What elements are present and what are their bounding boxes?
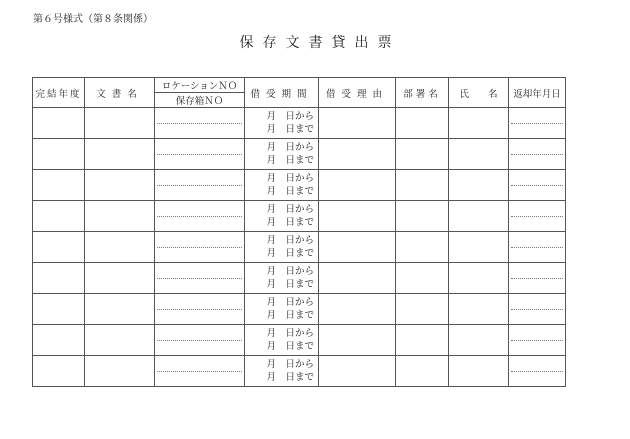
department-cell[interactable] — [396, 294, 449, 325]
department-cell[interactable] — [396, 108, 449, 139]
header-department: 部署名 — [396, 78, 449, 108]
return-date-cell[interactable] — [509, 263, 566, 294]
loan-period-cell[interactable] — [245, 325, 319, 356]
loan-period-cell[interactable] — [245, 170, 319, 201]
period-from: 月 日から — [266, 328, 314, 339]
dotted-divider — [157, 154, 242, 155]
return-date-cell[interactable] — [509, 232, 566, 263]
period-to: 月 日まで — [266, 186, 314, 197]
table-row — [33, 170, 566, 201]
loan-reason-cell[interactable] — [319, 232, 396, 263]
header-completion-year: 完結年度 — [33, 78, 85, 108]
period-from: 月 日から — [266, 111, 314, 122]
department-cell[interactable] — [396, 263, 449, 294]
period-to: 月 日まで — [266, 310, 314, 321]
header-return-date: 返却年月日 — [509, 78, 566, 108]
dotted-divider — [511, 309, 563, 310]
location-cell[interactable] — [155, 356, 245, 387]
completion-year-cell[interactable] — [33, 294, 85, 325]
completion-year-cell[interactable] — [33, 232, 85, 263]
period-from: 月 日から — [266, 297, 314, 308]
name-cell[interactable] — [449, 139, 509, 170]
return-date-cell[interactable] — [509, 201, 566, 232]
document-name-cell[interactable] — [85, 201, 155, 232]
document-name-cell[interactable] — [85, 232, 155, 263]
name-cell[interactable] — [449, 294, 509, 325]
loan-period-cell[interactable] — [245, 263, 319, 294]
return-date-cell[interactable] — [509, 325, 566, 356]
loan-reason-cell[interactable] — [319, 201, 396, 232]
document-name-cell[interactable] — [85, 356, 155, 387]
dotted-divider — [511, 216, 563, 217]
loan-reason-cell[interactable] — [319, 170, 396, 201]
period-from: 月 日から — [266, 142, 314, 153]
dotted-divider — [157, 123, 242, 124]
table-row — [33, 263, 566, 294]
loan-reason-cell[interactable] — [319, 139, 396, 170]
header-loan-reason: 借受理由 — [319, 78, 396, 108]
location-cell[interactable] — [155, 232, 245, 263]
loan-period-cell[interactable] — [245, 232, 319, 263]
return-date-cell[interactable] — [509, 139, 566, 170]
dotted-divider — [511, 185, 563, 186]
loan-period-cell[interactable] — [245, 356, 319, 387]
header-storage-box-no: 保存箱ＮＯ — [155, 93, 245, 108]
completion-year-cell[interactable] — [33, 356, 85, 387]
table-row — [33, 108, 566, 139]
period-from: 月 日から — [266, 359, 314, 370]
table-row — [33, 232, 566, 263]
completion-year-cell[interactable] — [33, 201, 85, 232]
dotted-divider — [157, 278, 242, 279]
name-cell[interactable] — [449, 201, 509, 232]
loan-period-cell[interactable] — [245, 294, 319, 325]
loan-slip-table — [32, 77, 566, 387]
loan-reason-cell[interactable] — [319, 356, 396, 387]
name-cell[interactable] — [449, 170, 509, 201]
period-to: 月 日まで — [266, 341, 314, 352]
completion-year-cell[interactable] — [33, 139, 85, 170]
loan-period-cell[interactable] — [245, 201, 319, 232]
header-document-name: 文書名 — [85, 78, 155, 108]
document-name-cell[interactable] — [85, 108, 155, 139]
header-loan-period: 借受期間 — [245, 78, 319, 108]
document-name-cell[interactable] — [85, 170, 155, 201]
name-cell[interactable] — [449, 263, 509, 294]
document-name-cell[interactable] — [85, 139, 155, 170]
header-name: 氏 名 — [449, 78, 509, 108]
loan-reason-cell[interactable] — [319, 263, 396, 294]
period-to: 月 日まで — [266, 217, 314, 228]
dotted-divider — [511, 278, 563, 279]
location-cell[interactable] — [155, 139, 245, 170]
return-date-cell[interactable] — [509, 294, 566, 325]
completion-year-cell[interactable] — [33, 263, 85, 294]
location-cell[interactable] — [155, 108, 245, 139]
completion-year-cell[interactable] — [33, 108, 85, 139]
location-cell[interactable] — [155, 294, 245, 325]
dotted-divider — [157, 309, 242, 310]
period-to: 月 日まで — [266, 372, 314, 383]
dotted-divider — [157, 247, 242, 248]
table-row — [33, 201, 566, 232]
dotted-divider — [157, 371, 242, 372]
period-from: 月 日から — [266, 266, 314, 277]
location-cell[interactable] — [155, 170, 245, 201]
dotted-divider — [511, 371, 563, 372]
period-to: 月 日まで — [266, 124, 314, 135]
dotted-divider — [157, 216, 242, 217]
loan-period-cell[interactable] — [245, 108, 319, 139]
dotted-divider — [511, 247, 563, 248]
name-cell[interactable] — [449, 108, 509, 139]
period-to: 月 日まで — [266, 279, 314, 290]
completion-year-cell[interactable] — [33, 325, 85, 356]
loan-reason-cell[interactable] — [319, 325, 396, 356]
document-name-cell[interactable] — [85, 294, 155, 325]
return-date-cell[interactable] — [509, 356, 566, 387]
name-cell[interactable] — [449, 232, 509, 263]
department-cell[interactable] — [396, 201, 449, 232]
dotted-divider — [511, 123, 563, 124]
document-title: 保存文書貸出票 — [239, 35, 401, 51]
department-cell[interactable] — [396, 139, 449, 170]
period-from: 月 日から — [266, 173, 314, 184]
table-row — [33, 139, 566, 170]
department-cell[interactable] — [396, 325, 449, 356]
dotted-divider — [157, 340, 242, 341]
period-from: 月 日から — [266, 204, 314, 215]
period-to: 月 日まで — [266, 248, 314, 259]
dotted-divider — [157, 185, 242, 186]
department-cell[interactable] — [396, 356, 449, 387]
table-row — [33, 356, 566, 387]
location-cell[interactable] — [155, 325, 245, 356]
department-cell[interactable] — [396, 232, 449, 263]
document-name-cell[interactable] — [85, 325, 155, 356]
period-from: 月 日から — [266, 235, 314, 246]
header-location-no: ロケーションＮＯ — [155, 78, 245, 93]
location-cell[interactable] — [155, 263, 245, 294]
dotted-divider — [511, 154, 563, 155]
location-cell[interactable] — [155, 201, 245, 232]
name-cell[interactable] — [449, 356, 509, 387]
department-cell[interactable] — [396, 170, 449, 201]
name-cell[interactable] — [449, 325, 509, 356]
period-to: 月 日まで — [266, 155, 314, 166]
return-date-cell[interactable] — [509, 108, 566, 139]
loan-reason-cell[interactable] — [319, 294, 396, 325]
completion-year-cell[interactable] — [33, 170, 85, 201]
return-date-cell[interactable] — [509, 170, 566, 201]
table-row — [33, 294, 566, 325]
loan-reason-cell[interactable] — [319, 108, 396, 139]
table-row — [33, 325, 566, 356]
document-name-cell[interactable] — [85, 263, 155, 294]
dotted-divider — [511, 340, 563, 341]
form-number: 第６号様式（第８条関係） — [33, 14, 153, 25]
loan-period-cell[interactable] — [245, 139, 319, 170]
